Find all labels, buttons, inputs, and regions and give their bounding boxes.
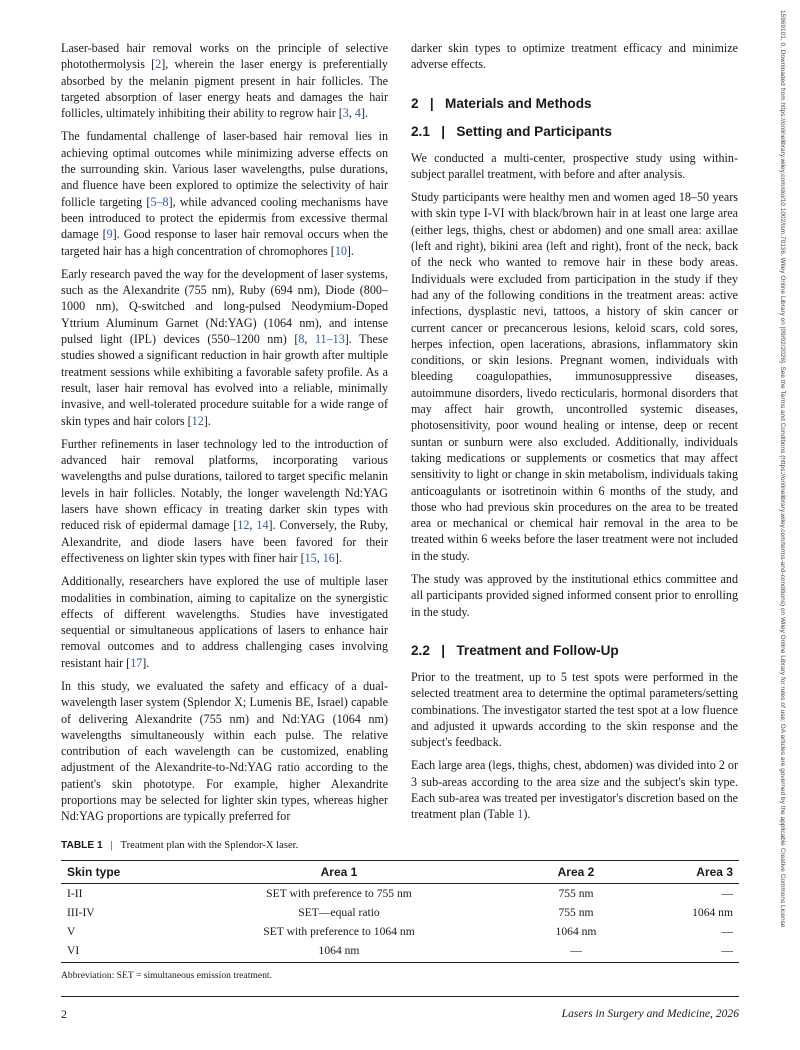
intro-paragraph-3	[61, 266, 388, 429]
citation-link[interactable]: 15	[304, 550, 317, 565]
table-caption-text: Treatment plan with the Splendor-X laser.	[120, 840, 299, 851]
page-number: 2	[61, 1007, 67, 1021]
citation-link[interactable]: 16	[322, 550, 335, 565]
left-column	[61, 40, 388, 832]
treatment-paragraph-1: Prior to the treatment, up to 5 test spots were performed in the selected treatment area to determine the optimal parameters/setting combinations. The investigator started the test spot at a low fluence and adjusted it upwards according to the skin response and the subject's feedback.	[411, 669, 738, 750]
paragraph-text: ].	[346, 243, 354, 258]
table-cell: 1064 nm	[692, 906, 733, 919]
table-header-cell: Area 1	[183, 861, 495, 884]
citation-link[interactable]: 12	[237, 518, 250, 533]
paragraph-text: ,	[304, 332, 315, 347]
table-header-cell: Area 3	[657, 861, 739, 884]
subsection-heading-setting: 2.1 | Setting and Participants	[411, 123, 612, 139]
paragraph-text: Additionally, researchers have explored the use of multiple laser modalities in combination, aiming to capitalize on the synergistic effects of different wavelengths. Studies have investigated sequential or simultaneous applications of lasers to enhance hair removal outcomes and to address challenging cases involving resistant hair [	[61, 574, 388, 670]
table-caption	[61, 840, 739, 851]
table-cell: 1064 nm	[555, 925, 597, 938]
citation-link[interactable]: 3	[342, 106, 349, 121]
paragraph-text: The fundamental challenge of laser-based hair removal lies in achieving optimal outcomes while minimizing adverse effects on the surrounding skin. Various laser wavelengths, pulse durations, and fluence have been explored to optimize the selectivity of hair follicle targeting [	[61, 129, 388, 209]
table-label: TABLE 1	[61, 840, 103, 851]
table-row	[61, 903, 739, 922]
table-1-reference-link[interactable]: 1	[517, 807, 524, 822]
methods-paragraph-3: The study was approved by the institutional ethics committee and all participants provided signed informed consent prior to enrolling in the study.	[411, 572, 738, 619]
paragraph-text: ], while advanced cooling mechanisms have been introduced to protect the epidermis from excessive thermal damage [	[61, 194, 388, 242]
methods-paragraph-2: Study participants were healthy men and women aged 18–50 years with skin type I-VI with black/brown hair in at least one large area (either legs, thighs, chest or abdomen) and one small area: axillae (left and right), bikini area (left and right), front of the neck, back of the neck who wanted to remove hair in these body areas. Individuals were excluded from participation in the study if they had any of the following conditions in the treatment areas: active infections, dysplastic nevi, tattoos, a history of skin cancer or current cancer or precancerous lesions, keloid scars, cold sores, herpes infection, open lacerations, abrasions, inflammatory skin conditions, or skin lesions. Pregnant women, individuals with bleeding coagulopathies, immunosuppressive diseases, autoimmune disorders, livedo recticularis, hormonal disorders that may affect hair growth, uncontrolled systemic diseases, photosensitivity, poor wound healing or intense, deep or recent suntan or sunburn were also excluded. Additionally, individuals taking medications or supplements or cosmetics that may affect sensitivity to light or change in skin metabolism, individuals taking anticoagulants or isotretinoin within 6 months of the study, and those who had previous skin procedures on the area to be treated area or mechanical or chemical hair removal in the area to be treated within 6 weeks before the laser treatment were not included in the study.	[411, 190, 738, 563]
treatment-plan-table	[61, 860, 739, 963]
paragraph-text: ].	[360, 106, 368, 121]
table-cell: SET with preference to 1064 nm	[263, 925, 415, 938]
table-row	[61, 922, 739, 941]
table-cell: V	[67, 925, 76, 938]
table-cell: —	[495, 941, 657, 963]
table-header-row	[61, 861, 739, 884]
paragraph-text: ].	[203, 413, 211, 428]
paragraph-text: ]. These studies showed a significant reduction in hair growth after multiple treatment sessions while exhibiting a favorable safety profile. As a result, laser hair removal has evolved into a reliable, minimally invasive, and well-tolerated procedure suitable for a wide range of skin types and hair colors [	[61, 332, 388, 428]
table-abbreviation-note: Abbreviation: SET = simultaneous emission treatment.	[61, 970, 272, 981]
paragraph-text: ].	[334, 550, 342, 565]
table-cell: I-II	[67, 887, 83, 900]
section-heading-methods: 2 | Materials and Methods	[411, 95, 592, 111]
paragraph-text: ], wherein the laser energy is preferentially absorbed by the melanin pigment present in hair follicles. The targeted absorption of laser energy heats and damages the hair follicles, ultimately inhibiting their ability to regrow hair [	[61, 57, 388, 121]
citation-link[interactable]: 11–13	[314, 332, 345, 347]
citation-link[interactable]: 12	[191, 413, 204, 428]
treatment-paragraph-2	[411, 757, 738, 822]
citation-link[interactable]: 2	[155, 57, 162, 72]
table-cell: 755 nm	[558, 906, 594, 919]
download-margin-note: 15969101, 0, Downloaded from https://onlinelibrary.wiley.com/doi/10.1002/lsm.70136, Wiley Online Library on [09/02/2026]. See the Terms and Conditions (https://onlinelibrary.wiley.com/terms-and-conditions) on Wiley Online Library for rules of use; OA articles are governed by the applicable Creative Commons License	[779, 10, 786, 928]
paragraph-text: In this study, we evaluated the safety and efficacy of a dual-wavelength laser system (Splendor X; Lumenis BE, Israel) capable of delivering Alexandrite (755 nm) and Nd:YAG (1064 nm) wavelengths simultaneously within each pulse. The relative contribution of each wavelength can be customized, enabling adjustment of the Alexandrite-to-Nd:YAG ratio according to the patient's skin phototype. For example, higher Alexandrite proportions may be selected for lighter skin types, whereas higher Nd:YAG proportions are typically preferred for	[61, 678, 388, 824]
citation-link[interactable]: 14	[256, 518, 269, 533]
table-cell: III-IV	[67, 906, 95, 919]
citation-link[interactable]: 8	[298, 332, 305, 347]
treatment-paragraph-2-text: Each large area (legs, thighs, chest, abdomen) was divided into 2 or 3 sub-areas according to the area size and the subject's skin type. Each sub-area was treated per investigator's discretion based on the treatment plan (Table	[411, 758, 738, 822]
paragraph-text: ].	[142, 655, 150, 670]
table-cell: 755 nm	[558, 887, 594, 900]
citation-link[interactable]: 17	[130, 655, 143, 670]
intro-paragraph-5	[61, 573, 388, 671]
table-caption-separator: |	[110, 840, 113, 851]
citation-link[interactable]: 10	[334, 243, 347, 258]
table-cell: —	[657, 941, 739, 963]
table-cell: 1064 nm	[183, 941, 495, 963]
paragraph-text: ,	[249, 518, 257, 533]
table-row	[61, 884, 739, 904]
subsection-heading-treatment: 2.2 | Treatment and Follow-Up	[411, 642, 619, 658]
table-cell: VI	[61, 941, 183, 963]
paragraph-text: Early research paved the way for the development of laser systems, such as the Alexandrite (755 nm), Ruby (694 nm), Diode (800–1000 nm), Q-switched and long-pulsed Neodymium-Doped Yttrium Aluminum Garnet (Nd:YAG) (1064 nm), and intense pulsed light (IPL) devices (550–1200 nm) [	[61, 266, 388, 347]
intro-paragraph-1	[61, 40, 388, 121]
citation-link[interactable]: 5–8	[150, 194, 169, 209]
table-header-cell: Skin type	[61, 861, 183, 884]
citation-link[interactable]: 9	[106, 227, 113, 242]
paragraph-text: ]. Conversely, the Ruby, Alexandrite, and diode lasers have been favored for their effectiveness on lighter skin types with finer hair [	[61, 518, 388, 565]
paragraph-text: ,	[316, 550, 323, 565]
right-column	[411, 40, 738, 830]
paragraph-text: Further refinements in laser technology led to the introduction of advanced hair removal platforms, incorporating various wavelengths and pulse durations, tailored to target specific melanin levels in hair follicles. Notably, the longer wavelength Nd:YAG lasers have shown efficacy in treating darker skin types with reduced risk of epidermal damage [	[61, 436, 388, 533]
intro-paragraph-4	[61, 436, 388, 566]
table-cell: —	[721, 925, 733, 938]
methods-paragraph-1: We conducted a multi-center, prospective study using within-subject parallel treatment, with before and after analysis.	[411, 150, 738, 181]
paragraph-text: ,	[348, 106, 355, 121]
journal-name: Lasers in Surgery and Medicine, 2026	[561, 1007, 739, 1020]
paragraph-text: Laser-based hair removal works on the principle of selective photothermolysis [	[61, 41, 388, 72]
intro-paragraph-6-continued: darker skin types to optimize treatment efficacy and minimize adverse effects.	[411, 41, 738, 72]
table-cell: SET—equal ratio	[298, 906, 380, 919]
intro-paragraph-2	[61, 128, 388, 258]
treatment-paragraph-2-end: ).	[523, 807, 531, 822]
paragraph-text: ]. Good response to laser hair removal occurs when the targeted hair has a high concentration of chromophores [	[61, 227, 388, 258]
page-footer	[61, 996, 739, 1021]
table-cell: SET with preference to 755 nm	[266, 887, 412, 900]
table-header-cell: Area 2	[495, 861, 657, 884]
table-cell: —	[721, 887, 733, 900]
citation-link[interactable]: 4	[354, 106, 361, 121]
intro-paragraph-6	[61, 678, 388, 825]
table-row	[61, 941, 739, 963]
treatment-plan-table-block	[61, 840, 739, 981]
